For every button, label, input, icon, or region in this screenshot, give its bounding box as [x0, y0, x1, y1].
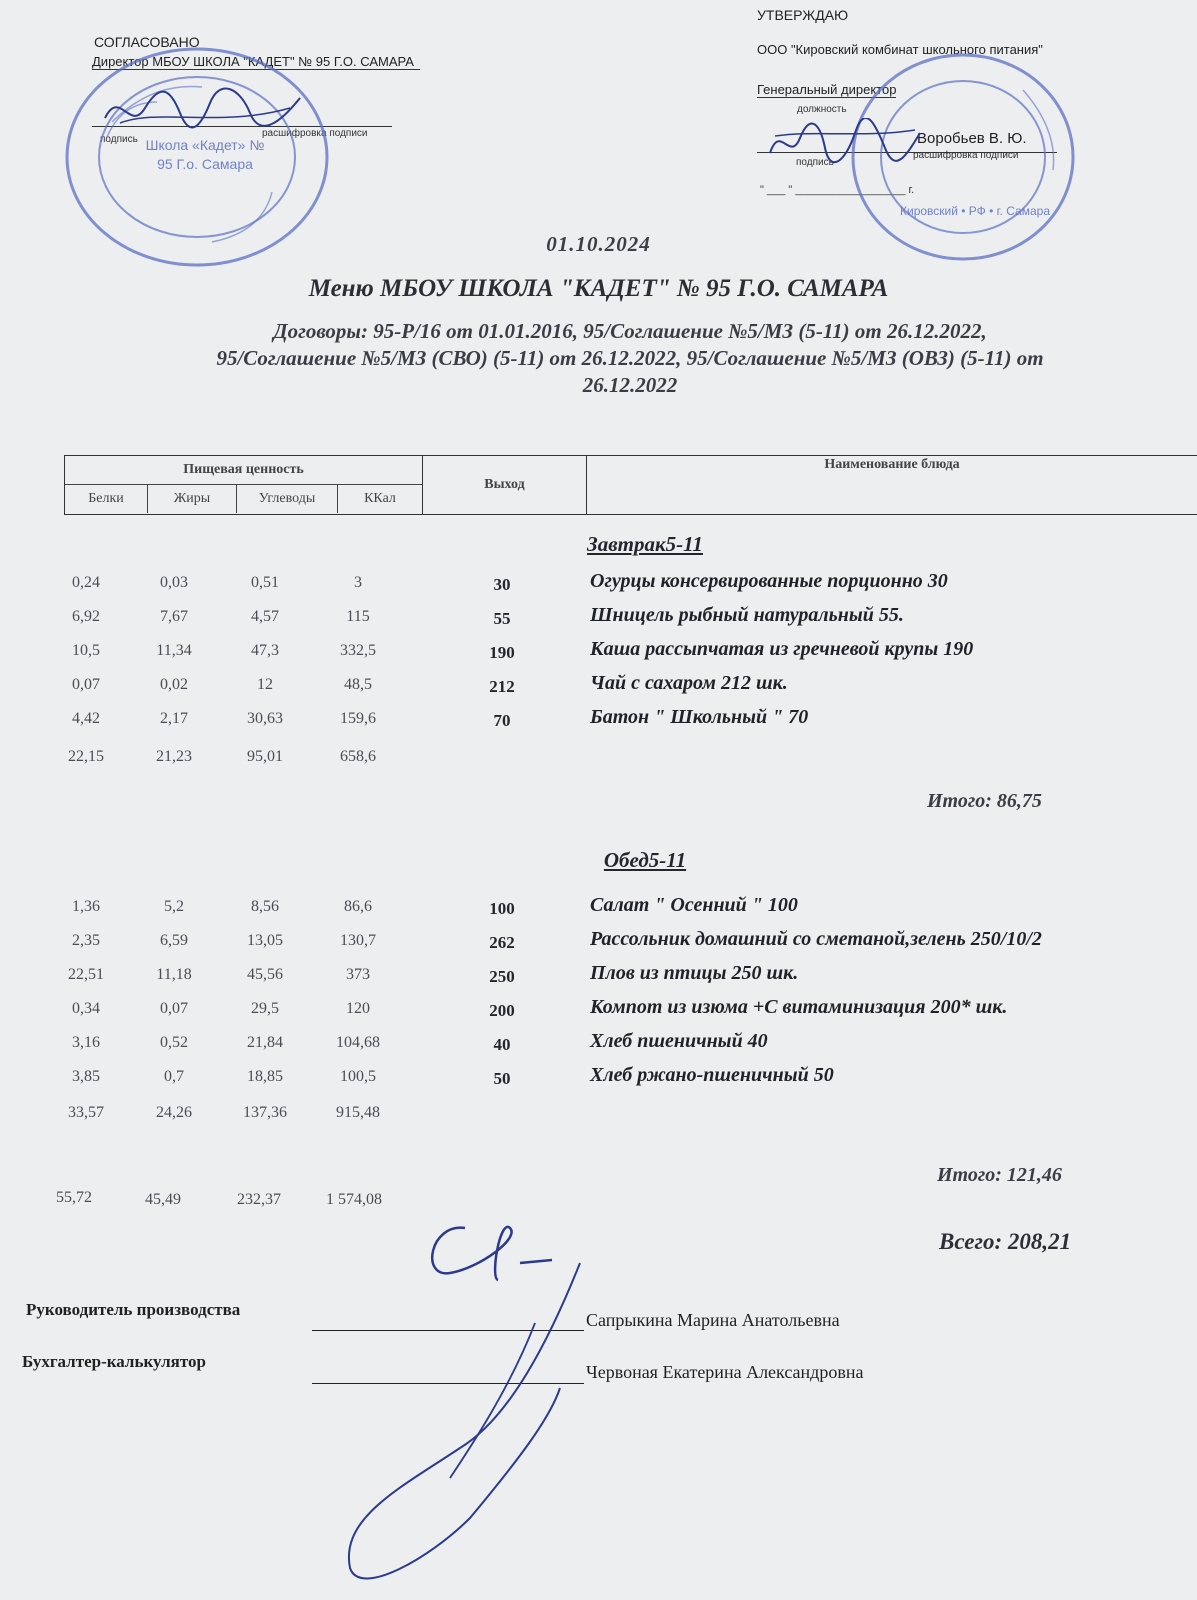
caption-signature-right: подпись	[796, 157, 834, 168]
row-dish-name: Чай с сахаром 212 шк.	[590, 672, 788, 694]
row-dish-name: Каша рассыпчатая из гречневой крупы 190	[590, 638, 974, 660]
row-carbs: 8,56	[251, 898, 279, 915]
sum-carbs: 95,01	[247, 748, 283, 765]
row-proteins: 2,35	[72, 932, 100, 949]
row-dish-name: Рассольник домашний со сметаной,зелень 250/10/2	[590, 928, 1042, 950]
row-output: 250	[489, 967, 515, 986]
row-kcal: 159,6	[340, 710, 376, 727]
row-carbs: 47,3	[251, 642, 279, 659]
row-proteins: 0,24	[72, 574, 100, 591]
row-kcal: 104,68	[336, 1034, 380, 1051]
row-carbs: 12	[257, 676, 273, 693]
approval-date-line: " ___ " __________________ г.	[760, 184, 915, 196]
header-kcal: ККал	[364, 491, 396, 506]
row-dish-name: Хлеб ржано-пшеничный 50	[590, 1064, 834, 1086]
lunch-title: Обед5-11	[603, 848, 687, 872]
signature-role-1: Руководитель производства	[26, 1300, 241, 1319]
contracts-line-1: Договоры: 95-Р/16 от 01.01.2016, 95/Соглашение №5/МЗ (5-11) от 26.12.2022,	[273, 319, 987, 343]
header-output: Выход	[422, 456, 587, 514]
row-fats: 2,17	[160, 710, 188, 727]
caption-position: должность	[797, 104, 847, 115]
row-carbs: 13,05	[247, 932, 283, 949]
sum-carbs: 137,36	[243, 1104, 287, 1121]
approval-organization: ООО "Кировский комбинат школьного питания"	[757, 42, 1043, 57]
row-dish-name: Батон " Школьный " 70	[590, 706, 809, 728]
row-fats: 0,7	[164, 1068, 184, 1085]
row-kcal: 3	[354, 574, 362, 591]
header-proteins: Белки	[65, 485, 148, 513]
row-fats: 6,59	[160, 932, 188, 949]
header-fats: Жиры	[148, 485, 237, 513]
row-output: 262	[489, 933, 515, 952]
header-nutrition: Пищевая ценность	[65, 456, 422, 485]
row-carbs: 4,57	[251, 608, 279, 625]
signature-role-2: Бухгалтер-калькулятор	[22, 1352, 206, 1371]
row-proteins: 4,42	[72, 710, 100, 727]
row-dish-name: Хлеб пшеничный 40	[590, 1030, 768, 1052]
row-output: 55	[493, 609, 511, 628]
row-output: 100	[489, 899, 515, 918]
row-carbs: 18,85	[247, 1068, 283, 1085]
grand-fats: 45,49	[145, 1191, 181, 1208]
grand-total: Всего: 208,21	[939, 1229, 1072, 1254]
approval-position-left: Директор МБОУ ШКОЛА "КАДЕТ" № 95 Г.О. САМАРА	[92, 54, 420, 70]
row-carbs: 29,5	[251, 1000, 279, 1017]
sum-proteins: 33,57	[68, 1104, 104, 1121]
header-carbs: Углеводы	[237, 485, 338, 513]
contracts-line-3: 26.12.2022	[582, 373, 678, 397]
stamp-text-left: Школа «Кадет» № 95 Г.о. Самара	[145, 137, 265, 172]
contracts-line-2: 95/Соглашение №5/МЗ (СВО) (5-11) от 26.12.2022, 95/Соглашение №5/МЗ (ОВЗ) (5-11) от	[216, 346, 1044, 370]
approval-heading-right: УТВЕРЖДАЮ	[757, 7, 849, 23]
row-kcal: 115	[346, 608, 370, 625]
grand-proteins: 55,72	[56, 1189, 92, 1206]
breakfast-title: Завтрак5-11	[587, 532, 703, 556]
row-proteins: 22,51	[68, 966, 104, 983]
approval-heading-left: СОГЛАСОВАНО	[94, 34, 200, 50]
row-fats: 0,07	[160, 1000, 188, 1017]
row-fats: 7,67	[160, 608, 188, 625]
row-output: 50	[493, 1069, 511, 1088]
table-header	[64, 455, 1197, 515]
row-proteins: 0,34	[72, 1000, 100, 1017]
row-proteins: 1,36	[72, 898, 100, 915]
stamp-text-right: Кировский • РФ • г. Самара	[900, 204, 1050, 218]
sum-kcal: 658,6	[340, 748, 376, 765]
row-dish-name: Салат " Осенний " 100	[590, 894, 798, 916]
caption-signature-left: подпись	[100, 134, 138, 145]
row-proteins: 0,07	[72, 676, 100, 693]
caption-transcript-right: расшифровка подписи	[913, 150, 1019, 161]
row-carbs: 21,84	[247, 1034, 283, 1051]
row-kcal: 332,5	[340, 642, 376, 659]
row-output: 30	[493, 575, 511, 594]
row-output: 40	[493, 1035, 511, 1054]
menu-title: Меню МБОУ ШКОЛА "КАДЕТ" № 95 Г.О. САМАРА	[308, 275, 889, 302]
lunch-total: Итого: 121,46	[937, 1164, 1062, 1186]
row-proteins: 3,16	[72, 1034, 100, 1051]
row-kcal: 86,6	[344, 898, 372, 915]
row-proteins: 6,92	[72, 608, 100, 625]
menu-date: 01.10.2024	[546, 232, 651, 256]
sum-fats: 21,23	[156, 748, 192, 765]
signature-scribble-left	[100, 78, 310, 138]
signature-name-1: Сапрыкина Марина Анатольевна	[586, 1310, 840, 1330]
row-output: 190	[489, 643, 515, 662]
row-dish-name: Плов из птицы 250 шк.	[590, 962, 799, 984]
row-dish-name: Компот из изюма +С витаминизация 200* шк.	[590, 996, 1008, 1018]
row-kcal: 48,5	[344, 676, 372, 693]
grand-carbs: 232,37	[237, 1191, 281, 1208]
row-output: 200	[489, 1001, 515, 1020]
row-kcal: 373	[346, 966, 370, 983]
signature-name-2: Червоная Екатерина Александровна	[586, 1362, 864, 1382]
signature-scribble-bottom	[320, 1218, 600, 1593]
approval-signer-name: Воробьев В. Ю.	[917, 130, 1027, 147]
row-fats: 11,18	[156, 966, 192, 983]
row-output: 212	[489, 677, 515, 696]
row-output: 70	[493, 711, 511, 730]
row-fats: 0,03	[160, 574, 188, 591]
row-dish-name: Огурцы консервированные порционно 30	[590, 570, 948, 592]
contracts-text	[60, 318, 1197, 399]
row-kcal: 130,7	[340, 932, 376, 949]
sum-fats: 24,26	[156, 1104, 192, 1121]
signature-scribble-right	[765, 118, 925, 168]
row-proteins: 3,85	[72, 1068, 100, 1085]
row-dish-name: Шницель рыбный натуральный 55.	[590, 604, 904, 626]
row-fats: 0,02	[160, 676, 188, 693]
row-fats: 5,2	[164, 898, 184, 915]
row-fats: 0,52	[160, 1034, 188, 1051]
row-kcal: 120	[346, 1000, 370, 1017]
row-carbs: 45,56	[247, 966, 283, 983]
row-kcal: 100,5	[340, 1068, 376, 1085]
row-proteins: 10,5	[72, 642, 100, 659]
caption-transcript-left: расшифровка подписи	[262, 128, 368, 139]
row-carbs: 30,63	[247, 710, 283, 727]
sum-kcal: 915,48	[336, 1104, 380, 1121]
sum-proteins: 22,15	[68, 748, 104, 765]
row-fats: 11,34	[156, 642, 192, 659]
grand-kcal: 1 574,08	[326, 1191, 382, 1208]
row-carbs: 0,51	[251, 574, 279, 591]
header-dish: Наименование блюда	[824, 457, 960, 472]
approval-position-right: Генеральный директор	[757, 82, 897, 97]
breakfast-total: Итого: 86,75	[927, 790, 1042, 812]
